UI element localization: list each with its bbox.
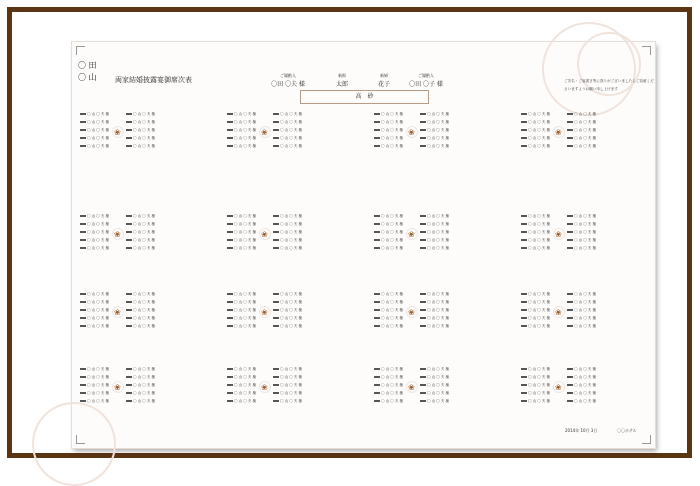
guest-seat: 〇 山 〇 夫 様: [567, 128, 593, 133]
guest-seat: 〇 山 〇 夫 様: [521, 375, 547, 380]
guest-seat: 〇 山 〇 夫 様: [374, 230, 400, 235]
head-table-label: 高 砂: [300, 91, 429, 104]
guest-seat: 〇 山 〇 夫 様: [374, 238, 400, 243]
guest-seat: 〇 山 〇 夫 様: [227, 391, 253, 396]
guest-seat: 〇 山 〇 夫 様: [420, 367, 446, 372]
flower-icon: ❀: [261, 128, 268, 137]
guest-seat: 〇 山 〇 夫 様: [227, 367, 253, 372]
guest-table: [374, 292, 448, 332]
guest-seat: 〇 山 〇 夫 様: [374, 399, 400, 404]
guest-seat: 〇 山 〇 夫 様: [126, 399, 152, 404]
guest-seat: 〇 山 〇 夫 様: [80, 128, 106, 133]
guest-seat: 〇 山 〇 夫 様: [567, 214, 593, 219]
guest-seat: 〇 山 〇 夫 様: [420, 112, 446, 117]
guest-seat: 〇 山 〇 夫 様: [273, 292, 299, 297]
guest-seat: 〇 山 〇 夫 様: [227, 230, 253, 235]
guest-seat: 〇 山 〇 夫 様: [374, 222, 400, 227]
guest-seat: 〇 山 〇 夫 様: [227, 222, 253, 227]
guest-seat: 〇 山 〇 夫 様: [80, 300, 106, 305]
flower-icon: ❀: [114, 308, 121, 317]
guest-seat: 〇 山 〇 夫 様: [374, 214, 400, 219]
guest-seat: 〇 山 〇 夫 様: [227, 120, 253, 125]
guest-seat: 〇 山 〇 夫 様: [567, 136, 593, 141]
guest-seat: 〇 山 〇 夫 様: [420, 308, 446, 313]
guest-table: [80, 367, 154, 407]
guest-seat: 〇 山 〇 夫 様: [567, 238, 593, 243]
guest-seat: 〇 山 〇 夫 様: [227, 292, 253, 297]
guest-seat: 〇 山 〇 夫 様: [567, 308, 593, 313]
guest-seat: 〇 山 〇 夫 様: [567, 383, 593, 388]
guest-seat: 〇 山 〇 夫 様: [80, 399, 106, 404]
guest-seat: 〇 山 〇 夫 様: [374, 375, 400, 380]
guest-seat: 〇 山 〇 夫 様: [567, 120, 593, 125]
bride-entry: 新婦 花子: [377, 73, 390, 88]
guest-seat: 〇 山 〇 夫 様: [521, 214, 547, 219]
guest-seat: 〇 山 〇 夫 様: [80, 112, 106, 117]
guest-table: [80, 292, 154, 332]
guest-seat: 〇 山 〇 夫 様: [420, 230, 446, 235]
guest-seat: 〇 山 〇 夫 様: [227, 383, 253, 388]
guest-table: [374, 112, 448, 152]
guest-seat: 〇 山 〇 夫 様: [374, 391, 400, 396]
guest-seat: 〇 山 〇 夫 様: [567, 230, 593, 235]
page-frame: [7, 7, 692, 458]
document-title: 両家結婚披露宴御席次表: [115, 76, 192, 84]
guest-seat: 〇 山 〇 夫 様: [420, 375, 446, 380]
crop-mark: [642, 435, 651, 444]
guest-seat: 〇 山 〇 夫 様: [374, 136, 400, 141]
guest-seat: 〇 山 〇 夫 様: [80, 292, 106, 297]
guest-seat: 〇 山 〇 夫 様: [273, 383, 299, 388]
guest-seat: 〇 山 〇 夫 様: [567, 292, 593, 297]
flower-icon: ❀: [114, 230, 121, 239]
guest-table: [374, 367, 448, 407]
guest-seat: 〇 山 〇 夫 様: [273, 316, 299, 321]
guest-seat: 〇 山 〇 夫 様: [126, 292, 152, 297]
guest-seat: 〇 山 〇 夫 様: [227, 112, 253, 117]
guest-seat: 〇 山 〇 夫 様: [80, 214, 106, 219]
guest-seat: 〇 山 〇 夫 様: [273, 214, 299, 219]
guest-seat: 〇 山 〇 夫 様: [273, 246, 299, 251]
guest-seat: 〇 山 〇 夫 様: [227, 308, 253, 313]
guest-seat: 〇 山 〇 夫 様: [273, 375, 299, 380]
guest-seat: 〇 山 〇 夫 様: [273, 399, 299, 404]
guest-seat: 〇 山 〇 夫 様: [227, 214, 253, 219]
flower-icon: ❀: [555, 230, 562, 239]
guest-seat: 〇 山 〇 夫 様: [80, 120, 106, 125]
guest-seat: 〇 山 〇 夫 様: [126, 375, 152, 380]
guest-seat: 〇 山 〇 夫 様: [80, 308, 106, 313]
guest-seat: 〇 山 〇 夫 様: [126, 367, 152, 372]
guest-seat: 〇 山 〇 夫 様: [227, 128, 253, 133]
guest-table: [521, 367, 595, 407]
guest-seat: 〇 山 〇 夫 様: [420, 238, 446, 243]
guest-seat: 〇 山 〇 夫 様: [521, 324, 547, 329]
guest-table: [521, 112, 595, 152]
venue-name: 〇〇ホテル: [617, 428, 637, 433]
guest-seat: 〇 山 〇 夫 様: [567, 144, 593, 149]
guest-seat: 〇 山 〇 夫 様: [227, 238, 253, 243]
guest-seat: 〇 山 〇 夫 様: [80, 367, 106, 372]
guest-seat: 〇 山 〇 夫 様: [80, 316, 106, 321]
guest-seat: 〇 山 〇 夫 様: [273, 144, 299, 149]
guest-seat: 〇 山 〇 夫 様: [227, 246, 253, 251]
guest-table: [227, 367, 301, 407]
family-entry: ご媒酌人 〇田 〇子 様: [409, 73, 443, 88]
guest-seat: 〇 山 〇 夫 様: [273, 391, 299, 396]
guest-seat: 〇 山 〇 夫 様: [374, 300, 400, 305]
guest-seat: 〇 山 〇 夫 様: [521, 246, 547, 251]
guest-seat: 〇 山 〇 夫 様: [80, 375, 106, 380]
couple-family-names: 〇 田 〇 山: [78, 61, 97, 82]
guest-seat: 〇 山 〇 夫 様: [420, 128, 446, 133]
guest-seat: 〇 山 〇 夫 様: [374, 367, 400, 372]
guest-table: [521, 214, 595, 254]
guest-seat: 〇 山 〇 夫 様: [227, 316, 253, 321]
guest-seat: 〇 山 〇 夫 様: [227, 144, 253, 149]
guest-seat: 〇 山 〇 夫 様: [420, 399, 446, 404]
flower-icon: ❀: [408, 308, 415, 317]
guest-seat: 〇 山 〇 夫 様: [420, 300, 446, 305]
family-entry: ご媒酌人 〇田 〇夫 様: [271, 73, 305, 88]
guest-seat: 〇 山 〇 夫 様: [420, 316, 446, 321]
guest-seat: 〇 山 〇 夫 様: [80, 324, 106, 329]
guest-table: [80, 112, 154, 152]
guest-seat: 〇 山 〇 夫 様: [126, 120, 152, 125]
guest-seat: 〇 山 〇 夫 様: [521, 112, 547, 117]
guest-seat: 〇 山 〇 夫 様: [374, 144, 400, 149]
guest-seat: 〇 山 〇 夫 様: [567, 316, 593, 321]
guest-seat: 〇 山 〇 夫 様: [521, 222, 547, 227]
guest-seat: 〇 山 〇 夫 様: [521, 136, 547, 141]
guest-seat: 〇 山 〇 夫 様: [80, 136, 106, 141]
guest-seat: 〇 山 〇 夫 様: [126, 144, 152, 149]
flower-icon: ❀: [408, 230, 415, 239]
guest-seat: 〇 山 〇 夫 様: [521, 367, 547, 372]
crop-mark: [642, 46, 651, 55]
guest-seat: 〇 山 〇 夫 様: [521, 308, 547, 313]
flower-icon: ❀: [261, 230, 268, 239]
guest-seat: 〇 山 〇 夫 様: [227, 324, 253, 329]
event-date: 2014年 10月 3日: [565, 428, 598, 433]
guest-seat: 〇 山 〇 夫 様: [273, 136, 299, 141]
guest-seat: 〇 山 〇 夫 様: [126, 112, 152, 117]
guest-seat: 〇 山 〇 夫 様: [521, 399, 547, 404]
flower-icon: ❀: [408, 383, 415, 392]
guest-seat: 〇 山 〇 夫 様: [420, 136, 446, 141]
guest-seat: 〇 山 〇 夫 様: [521, 238, 547, 243]
guest-seat: 〇 山 〇 夫 様: [126, 316, 152, 321]
guest-seat: 〇 山 〇 夫 様: [567, 246, 593, 251]
seating-chart-sheet: [72, 42, 655, 448]
guest-seat: 〇 山 〇 夫 様: [521, 230, 547, 235]
guest-seat: 〇 山 〇 夫 様: [273, 324, 299, 329]
guest-seat: 〇 山 〇 夫 様: [80, 238, 106, 243]
guest-seat: 〇 山 〇 夫 様: [567, 222, 593, 227]
guest-seat: 〇 山 〇 夫 様: [420, 292, 446, 297]
guest-seat: 〇 山 〇 夫 様: [374, 308, 400, 313]
guest-seat: 〇 山 〇 夫 様: [227, 375, 253, 380]
guest-table: [521, 292, 595, 332]
guest-seat: 〇 山 〇 夫 様: [374, 246, 400, 251]
guest-seat: 〇 山 〇 夫 様: [80, 230, 106, 235]
guest-table: [227, 292, 301, 332]
guest-seat: 〇 山 〇 夫 様: [374, 292, 400, 297]
guest-seat: 〇 山 〇 夫 様: [273, 238, 299, 243]
guest-seat: 〇 山 〇 夫 様: [567, 399, 593, 404]
guest-seat: 〇 山 〇 夫 様: [420, 246, 446, 251]
guest-seat: 〇 山 〇 夫 様: [126, 136, 152, 141]
flower-icon: ❀: [261, 308, 268, 317]
guest-seat: 〇 山 〇 夫 様: [273, 367, 299, 372]
guest-seat: 〇 山 〇 夫 様: [273, 120, 299, 125]
guest-seat: 〇 山 〇 夫 様: [126, 214, 152, 219]
guest-seat: 〇 山 〇 夫 様: [126, 391, 152, 396]
guest-table: [80, 214, 154, 254]
guest-seat: 〇 山 〇 夫 様: [420, 324, 446, 329]
guest-seat: 〇 山 〇 夫 様: [521, 292, 547, 297]
guest-table: [374, 214, 448, 254]
groom-entry: 新郎 太郎: [335, 73, 348, 88]
crop-mark: [76, 46, 85, 55]
guest-seat: 〇 山 〇 夫 様: [227, 399, 253, 404]
guest-seat: 〇 山 〇 夫 様: [374, 324, 400, 329]
flower-icon: ❀: [555, 308, 562, 317]
guest-seat: 〇 山 〇 夫 様: [374, 120, 400, 125]
guest-seat: 〇 山 〇 夫 様: [420, 120, 446, 125]
guest-seat: 〇 山 〇 夫 様: [374, 316, 400, 321]
guest-seat: 〇 山 〇 夫 様: [273, 308, 299, 313]
guest-seat: 〇 山 〇 夫 様: [273, 230, 299, 235]
crop-mark: [76, 435, 85, 444]
guest-seat: 〇 山 〇 夫 様: [80, 246, 106, 251]
apology-note: ご芳名・ご肩書き等に誤りがございましたらご容赦くださいますようお願い申し上げます: [564, 79, 654, 91]
guest-seat: 〇 山 〇 夫 様: [80, 144, 106, 149]
guest-seat: 〇 山 〇 夫 様: [420, 383, 446, 388]
flower-icon: ❀: [114, 383, 121, 392]
guest-seat: 〇 山 〇 夫 様: [521, 316, 547, 321]
guest-seat: 〇 山 〇 夫 様: [521, 391, 547, 396]
guest-table: [227, 214, 301, 254]
guest-seat: 〇 山 〇 夫 様: [227, 136, 253, 141]
guest-seat: 〇 山 〇 夫 様: [420, 144, 446, 149]
guest-seat: 〇 山 〇 夫 様: [567, 112, 593, 117]
flower-icon: ❀: [555, 128, 562, 137]
guest-seat: 〇 山 〇 夫 様: [521, 300, 547, 305]
guest-seat: 〇 山 〇 夫 様: [374, 383, 400, 388]
guest-seat: 〇 山 〇 夫 様: [567, 367, 593, 372]
guest-seat: 〇 山 〇 夫 様: [126, 324, 152, 329]
guest-seat: 〇 山 〇 夫 様: [126, 246, 152, 251]
guest-seat: 〇 山 〇 夫 様: [521, 144, 547, 149]
guest-seat: 〇 山 〇 夫 様: [567, 324, 593, 329]
guest-seat: 〇 山 〇 夫 様: [80, 383, 106, 388]
guest-seat: 〇 山 〇 夫 様: [273, 112, 299, 117]
flower-icon: ❀: [408, 128, 415, 137]
guest-seat: 〇 山 〇 夫 様: [273, 222, 299, 227]
guest-seat: 〇 山 〇 夫 様: [227, 300, 253, 305]
flower-icon: ❀: [555, 383, 562, 392]
guest-seat: 〇 山 〇 夫 様: [126, 383, 152, 388]
guest-seat: 〇 山 〇 夫 様: [80, 391, 106, 396]
guest-seat: 〇 山 〇 夫 様: [126, 238, 152, 243]
guest-seat: 〇 山 〇 夫 様: [420, 391, 446, 396]
guest-seat: 〇 山 〇 夫 様: [420, 214, 446, 219]
guest-seat: 〇 山 〇 夫 様: [126, 128, 152, 133]
guest-seat: 〇 山 〇 夫 様: [521, 120, 547, 125]
guest-seat: 〇 山 〇 夫 様: [374, 112, 400, 117]
guest-seat: 〇 山 〇 夫 様: [126, 300, 152, 305]
guest-seat: 〇 山 〇 夫 様: [567, 391, 593, 396]
guest-seat: 〇 山 〇 夫 様: [126, 308, 152, 313]
guest-seat: 〇 山 〇 夫 様: [521, 383, 547, 388]
guest-seat: 〇 山 〇 夫 様: [420, 222, 446, 227]
guest-seat: 〇 山 〇 夫 様: [521, 128, 547, 133]
guest-table: [227, 112, 301, 152]
guest-seat: 〇 山 〇 夫 様: [80, 222, 106, 227]
guest-seat: 〇 山 〇 夫 様: [567, 375, 593, 380]
guest-seat: 〇 山 〇 夫 様: [126, 230, 152, 235]
guest-seat: 〇 山 〇 夫 様: [273, 300, 299, 305]
guest-seat: 〇 山 〇 夫 様: [567, 300, 593, 305]
flower-icon: ❀: [261, 383, 268, 392]
floral-decoration: [32, 402, 116, 486]
guest-seat: 〇 山 〇 夫 様: [126, 222, 152, 227]
guest-seat: 〇 山 〇 夫 様: [273, 128, 299, 133]
guest-seat: 〇 山 〇 夫 様: [374, 128, 400, 133]
flower-icon: ❀: [114, 128, 121, 137]
